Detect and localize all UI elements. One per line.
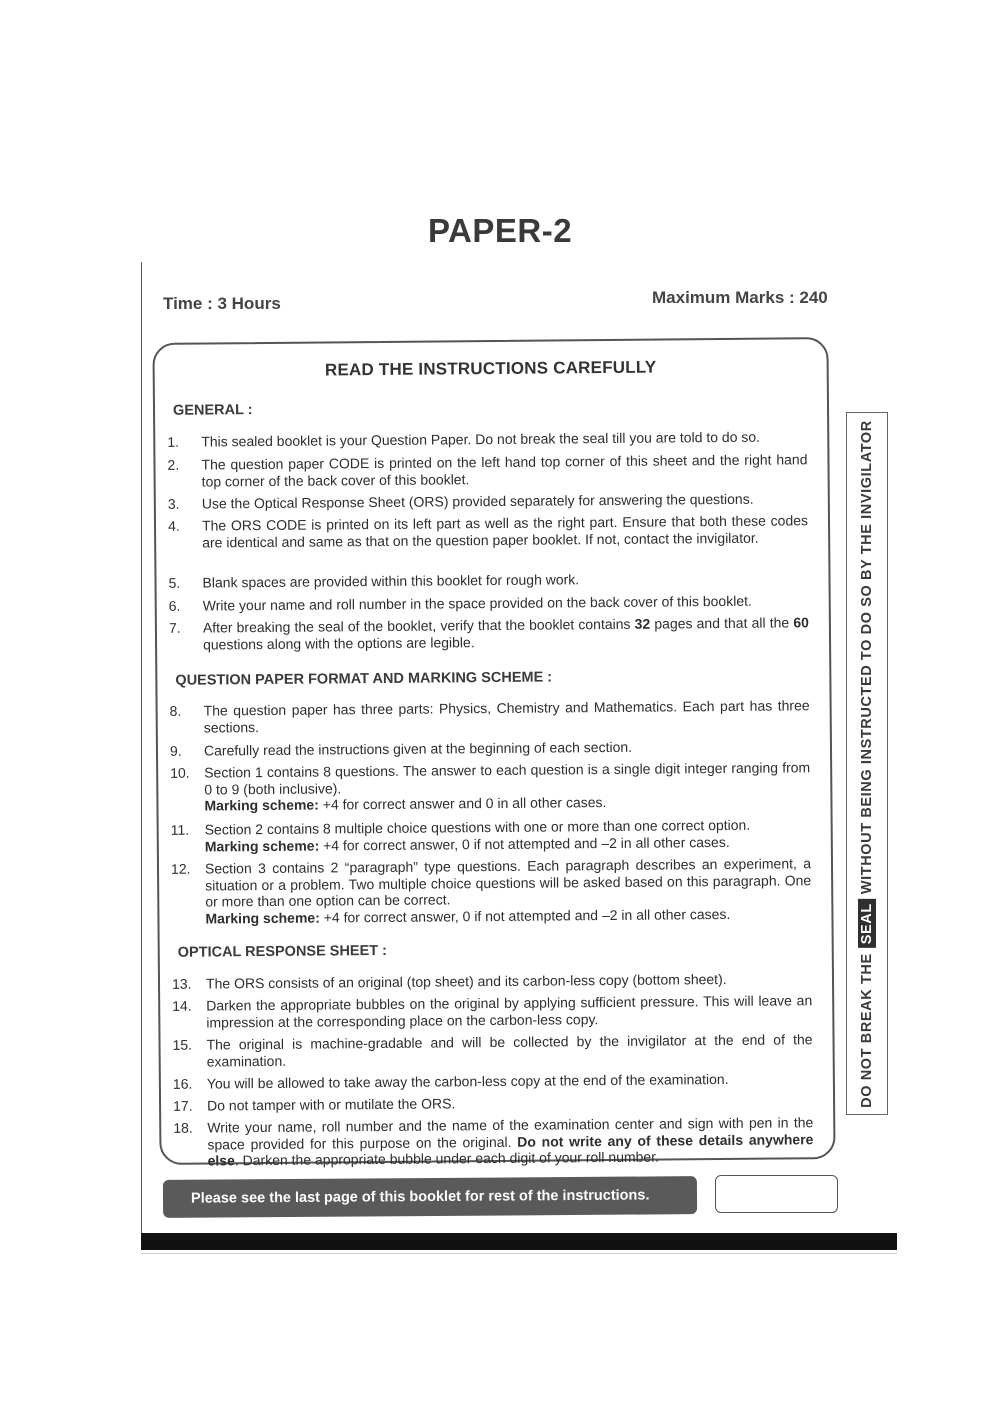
item-text: Darken the appropriate bubbles on the original by applying sufficient pressure. This will leave an impression at the corresponding place on the carbon-less copy. xyxy=(206,992,813,1031)
max-marks-label: Maximum Marks : 240 xyxy=(652,288,828,307)
instruction-item-11 xyxy=(171,816,811,855)
item-text-part: Section 2 contains 8 multiple choice questions with one or more than one correct option. xyxy=(204,816,751,838)
seal-warning-text xyxy=(858,420,876,1108)
instruction-item-17 xyxy=(173,1092,813,1114)
instructions-box xyxy=(152,337,835,1169)
item-text xyxy=(205,855,812,926)
instruction-item-6 xyxy=(169,592,809,614)
item-text xyxy=(203,614,809,652)
instruction-item-9 xyxy=(170,737,810,759)
item-text xyxy=(207,1114,813,1169)
item-text: The ORS consists of an original (top sheet) and its carbon-less copy (bottom sheet). xyxy=(205,970,727,992)
item-text xyxy=(204,759,810,814)
instruction-item-10 xyxy=(170,759,810,814)
general-heading: GENERAL : xyxy=(172,402,253,419)
item-text: The question paper CODE is printed on the left hand top corner of this sheet and the right hand top corner of the back cover of this booklet. xyxy=(201,451,808,490)
instruction-item-2 xyxy=(167,451,807,490)
ors-heading: OPTICAL RESPONSE SHEET : xyxy=(177,942,388,961)
item-text-part: questions along with the options are legible. xyxy=(202,633,475,653)
marking-scheme-text: +4 for correct answer, 0 if not attempted and –2 in all other cases. xyxy=(319,905,731,926)
marking-scheme-text: +4 for correct answer and 0 in all other cases. xyxy=(318,794,607,813)
item-number: 4. xyxy=(167,517,180,534)
item-text: Carefully read the instructions given at the beginning of each section. xyxy=(203,738,633,759)
instruction-item-5 xyxy=(168,569,808,591)
item-number: 13. xyxy=(171,975,192,992)
instruction-item-8 xyxy=(170,697,810,736)
item-text-part: After breaking the seal of the booklet, verify that the booklet contains xyxy=(202,615,635,636)
instruction-item-18 xyxy=(173,1114,813,1169)
page-count: 32 xyxy=(634,615,651,632)
item-text: The original is machine-gradable and will be collected by the invigilator at the end of the examination. xyxy=(206,1031,813,1070)
instruction-item-13 xyxy=(172,970,812,992)
seal-warning-before: DO NOT BREAK THE xyxy=(859,952,875,1108)
item-text: You will be allowed to take away the carbon-less copy at the end of the examination. xyxy=(206,1070,729,1092)
page-title: PAPER-2 xyxy=(427,212,573,249)
seal-warning-strip xyxy=(846,412,888,1115)
item-text: This sealed booklet is your Question Paper. Do not break the seal till you are told to do so. xyxy=(201,428,761,450)
marking-scheme-text: +4 for correct answer, 0 if not attempted and –2 in all other cases. xyxy=(319,833,730,854)
item-number: 5. xyxy=(168,574,181,591)
time-label: Time : 3 Hours xyxy=(163,294,281,313)
item-number: 2. xyxy=(167,456,180,473)
warning-bold-text: Do not write any of these details anywhere else xyxy=(207,1130,814,1169)
banner-text: Please see the last page of this booklet for rest of the instructions. xyxy=(190,1187,650,1207)
item-text xyxy=(205,816,811,854)
item-text-part: . Darken the appropriate bubble under each digit of your roll number. xyxy=(234,1148,660,1169)
item-number: 16. xyxy=(172,1075,193,1092)
item-number: 17. xyxy=(173,1097,193,1114)
instruction-item-3 xyxy=(168,490,808,512)
item-number: 10. xyxy=(170,764,190,781)
rest-of-instructions-banner xyxy=(163,1176,697,1218)
item-number: 18. xyxy=(173,1119,193,1136)
instruction-item-16 xyxy=(173,1070,813,1092)
item-text: Use the Optical Response Sheet (ORS) provided separately for answering the questions. xyxy=(201,490,754,512)
instructions-heading: READ THE INSTRUCTIONS CAREFULLY xyxy=(324,357,657,380)
bottom-black-bar xyxy=(141,1233,897,1250)
item-number: 1. xyxy=(167,433,180,450)
bottom-rule xyxy=(141,1253,897,1254)
item-text: The question paper has three parts: Physics, Chemistry and Mathematics. Each part has three sections. xyxy=(203,697,810,736)
item-text: The ORS CODE is printed on its left part as well as the right part. Ensure that both these codes are identical and same as that on the question paper booklet. If not, contact the invigilator. xyxy=(201,512,809,551)
item-number: 7. xyxy=(168,619,181,636)
item-text-part: Section 1 contains 8 questions. The answer to each question is a single digit integer ranging from 0 to 9 (both inclusive). xyxy=(204,759,811,798)
item-number: 11. xyxy=(170,821,190,838)
format-heading: QUESTION PAPER FORMAT AND MARKING SCHEME : xyxy=(175,669,553,689)
question-count: 60 xyxy=(793,614,809,631)
item-text: Blank spaces are provided within this booklet for rough work. xyxy=(202,571,580,591)
item-number: 6. xyxy=(168,597,181,614)
item-text: Do not tamper with or mutilate the ORS. xyxy=(207,1095,456,1114)
marking-scheme-label: Marking scheme: xyxy=(205,909,320,927)
instruction-item-14 xyxy=(172,992,812,1031)
item-number: 12. xyxy=(170,860,191,877)
instruction-item-12 xyxy=(171,855,812,927)
item-text-part: pages and that all the xyxy=(650,614,794,632)
seal-warning-after: WITHOUT BEING INSTRUCTED TO DO SO BY THE INVIGILATOR xyxy=(859,419,875,894)
item-number: 8. xyxy=(169,702,182,719)
item-number: 15. xyxy=(172,1036,193,1053)
item-number: 14. xyxy=(172,997,192,1014)
instruction-item-4 xyxy=(168,512,808,551)
seal-word: SEAL xyxy=(858,899,876,948)
item-text: Write your name and roll number in the space provided on the back cover of this booklet. xyxy=(202,592,752,614)
item-text-part: Section 3 contains 2 “paragraph” type questions. Each paragraph describes an experiment, a situation or a problem. Two multiple choice questions will be asked based on this paragraph. One or more than one option can be correct. xyxy=(204,855,812,910)
instruction-item-15 xyxy=(172,1031,812,1070)
item-text-part: Write your name, roll number and the name of the examination center and sign with pen in the space provided for this purpose on the original. xyxy=(207,1114,814,1153)
instruction-item-7 xyxy=(169,614,809,653)
instruction-item-1 xyxy=(167,428,807,450)
item-number: 9. xyxy=(169,742,182,759)
marking-scheme-label: Marking scheme: xyxy=(204,837,320,855)
left-margin-rule xyxy=(141,262,142,1234)
marking-scheme-label: Marking scheme: xyxy=(204,796,319,814)
paper-code-box xyxy=(715,1175,838,1213)
item-number: 3. xyxy=(167,495,180,512)
